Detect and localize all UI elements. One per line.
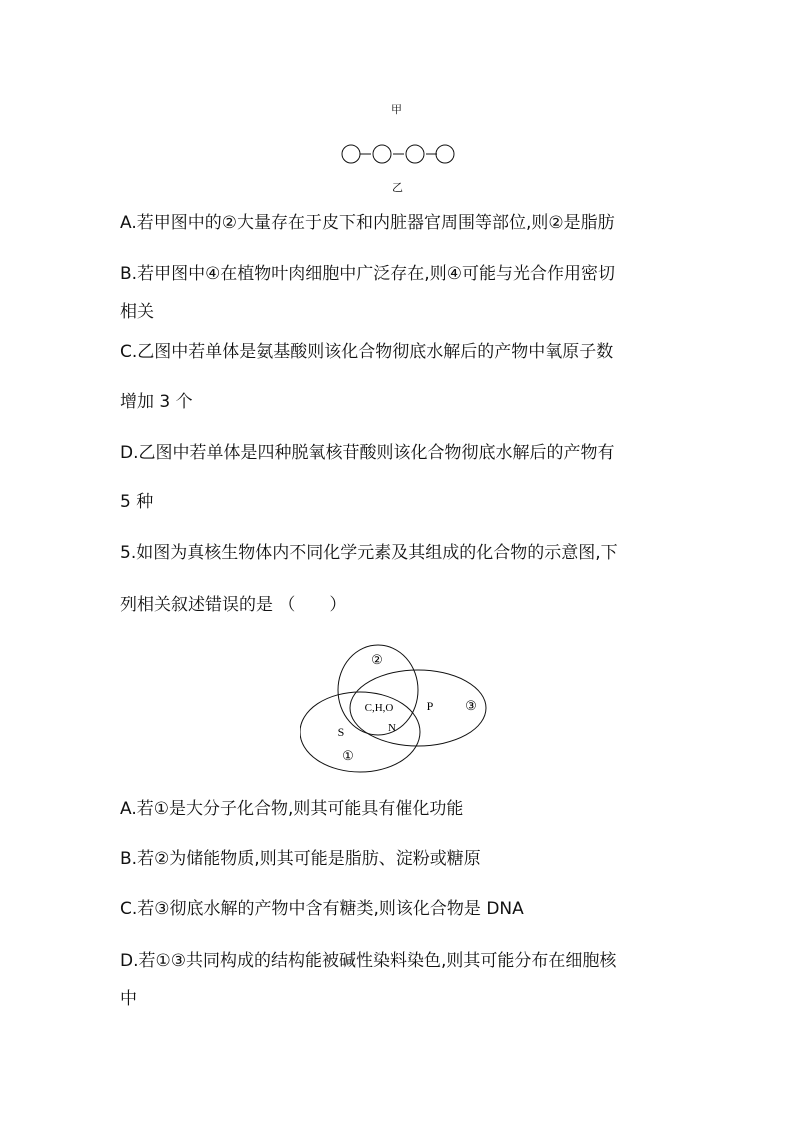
venn-label-3: ③ <box>465 698 477 713</box>
q4-option-b-line1: B.若甲图中④在植物叶肉细胞中广泛存在,则④可能与光合作用密切 <box>120 264 615 284</box>
venn-element-p: P <box>426 699 434 713</box>
venn-diagram <box>300 640 495 775</box>
monomer-circle <box>436 145 454 163</box>
figure-label-jia: 甲 <box>391 103 402 116</box>
venn-ellipse-1 <box>300 692 420 772</box>
venn-element-s: S <box>337 725 345 739</box>
monomer-circle <box>406 145 424 163</box>
q4-option-c-line2: 增加 3 个 <box>120 392 193 412</box>
monomer-circle <box>342 145 360 163</box>
q5-stem-line1: 5.如图为真核生物体内不同化学元素及其组成的化合物的示意图,下 <box>120 543 618 563</box>
chain-diagram <box>338 140 456 168</box>
q4-option-b-line2: 相关 <box>120 302 154 322</box>
venn-center-elements: C,H,O <box>364 702 394 714</box>
q5-option-a: A.若①是大分子化合物,则其可能具有催化功能 <box>120 799 464 819</box>
q5-option-d-line1: D.若①③共同构成的结构能被碱性染料染色,则其可能分布在细胞核 <box>120 951 617 971</box>
venn-element-n: N <box>388 722 396 734</box>
q5-option-d-line2: 中 <box>120 989 137 1009</box>
venn-label-1: ① <box>342 748 354 763</box>
monomer-circle <box>373 145 391 163</box>
venn-label-2: ② <box>371 652 383 667</box>
q4-option-c-line1: C.乙图中若单体是氨基酸则该化合物彻底水解后的产物中氧原子数 <box>120 342 614 362</box>
q5-stem-line2: 列相关叙述错误的是 （ ） <box>120 595 347 615</box>
q4-option-a: A.若甲图中的②大量存在于皮下和内脏器官周围等部位,则②是脂肪 <box>120 213 615 233</box>
q5-option-b: B.若②为储能物质,则其可能是脂肪、淀粉或糖原 <box>120 849 481 869</box>
q4-option-d-line2: 5 种 <box>120 492 154 512</box>
figure-label-yi: 乙 <box>392 181 403 194</box>
q5-option-c: C.若③彻底水解的产物中含有糖类,则该化合物是 DNA <box>120 899 524 919</box>
q4-option-d-line1: D.乙图中若单体是四种脱氧核苷酸则该化合物彻底水解后的产物有 <box>120 443 615 463</box>
